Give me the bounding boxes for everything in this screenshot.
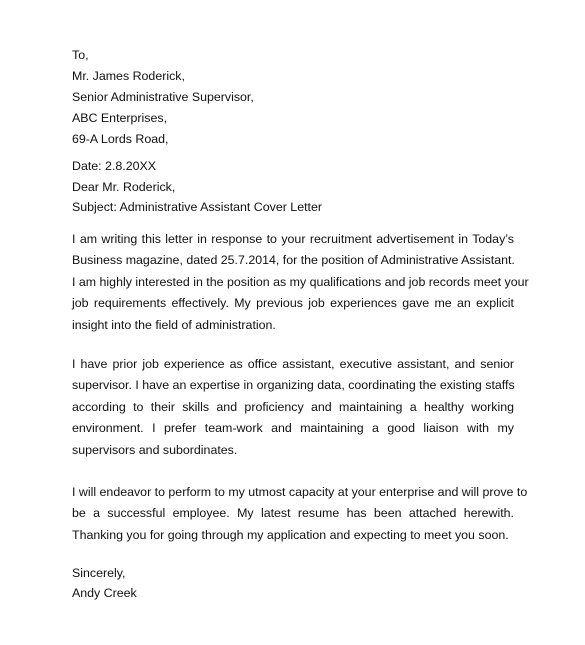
- paragraph-line: I will endeavor to perform to my utmost capacity at your enterprise and will prove to: [72, 485, 528, 499]
- paragraph-line: I am highly interested in the position as my qualifications and job records meet your: [72, 274, 529, 289]
- paragraph-line: Business magazine, dated 25.7.2014, for the position of Administrative Assistant.: [72, 253, 515, 268]
- paragraph-line: I have prior job experience as office assistant, executive assistant, and senior: [72, 357, 514, 371]
- recipient-name: Mr. James Roderick,: [72, 69, 185, 83]
- paragraph-line: insight into the field of administration.: [72, 317, 276, 332]
- paragraph-line: I am writing this letter in response to your recruitment advertisement in Today’s: [72, 232, 514, 246]
- paragraph-line: supervisor. I have an expertise in organizing data, coordinating the existing staffs: [72, 378, 515, 393]
- body-paragraph-2: [72, 354, 514, 461]
- paragraph-line: supervisors and subordinates.: [72, 442, 238, 457]
- closing: Sincerely,: [72, 566, 126, 580]
- salutation-to: To,: [72, 48, 89, 62]
- greeting: Dear Mr. Roderick,: [72, 180, 176, 194]
- paragraph-line: be a successful employee. My latest resume has been attached herewith.: [72, 506, 514, 521]
- body-paragraph-1: [72, 229, 529, 336]
- body-paragraph-3: [72, 482, 528, 546]
- paragraph-line: according to their skills and proficiency and maintaining a healthy working: [72, 399, 514, 414]
- recipient-company: ABC Enterprises,: [72, 111, 168, 125]
- recipient-address: 69-A Lords Road,: [72, 132, 169, 146]
- recipient-title: Senior Administrative Supervisor,: [72, 90, 254, 104]
- letter-date: Date: 2.8.20XX: [72, 159, 157, 173]
- paragraph-line: environment. I prefer team-work and maintaining a good liaison with my: [72, 421, 514, 436]
- paragraph-line: Thanking you for going through my application and expecting to meet you soon.: [72, 527, 509, 542]
- signature-name: Andy Creek: [72, 586, 137, 600]
- paragraph-line: job requirements effectively. My previous job experiences gave me an explicit: [72, 296, 514, 311]
- subject-line: Subject: Administrative Assistant Cover Letter: [72, 200, 322, 214]
